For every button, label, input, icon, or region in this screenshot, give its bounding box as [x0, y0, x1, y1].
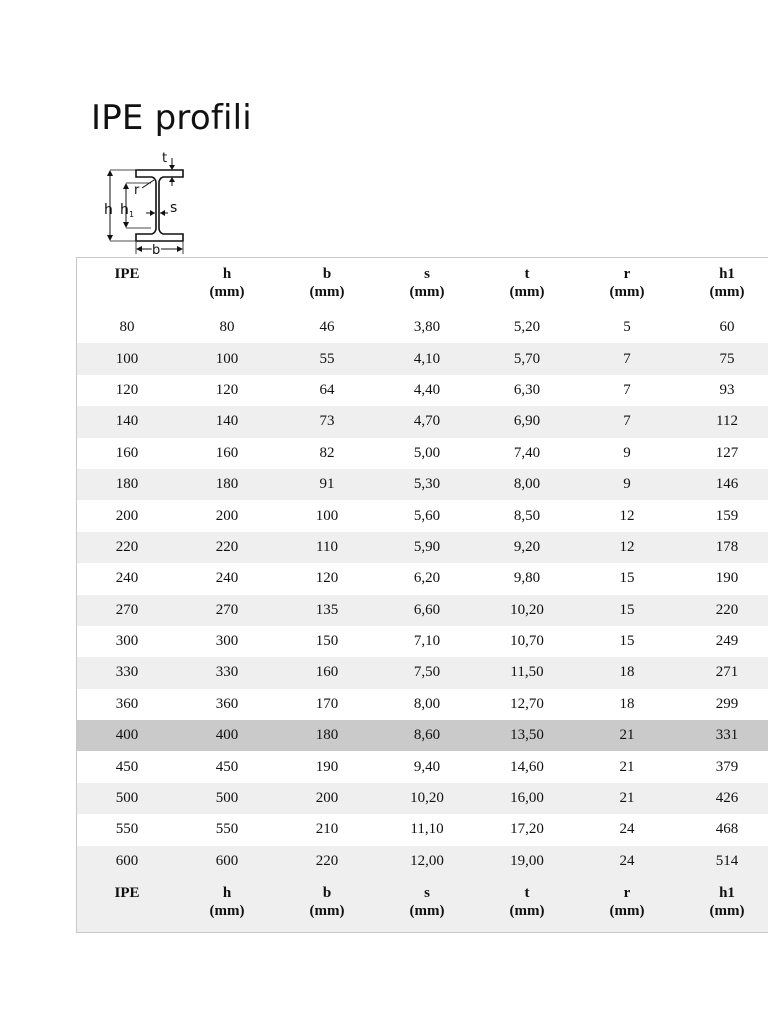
footer-header-b	[277, 877, 377, 932]
column-name: s	[424, 885, 430, 902]
header-s	[377, 258, 477, 312]
table-cell: 8,50	[477, 500, 577, 531]
table-row	[77, 626, 768, 657]
table-cell: 5,00	[377, 438, 477, 469]
table-cell: 5,60	[377, 500, 477, 531]
footer-header-r	[577, 877, 677, 932]
table-cell: 15	[577, 563, 677, 594]
table-cell: 93	[677, 375, 768, 406]
table-cell: 180	[77, 469, 177, 500]
table-row	[77, 689, 768, 720]
table-cell: 12,00	[377, 846, 477, 877]
table-cell: 9,20	[477, 532, 577, 563]
table-cell: 6,20	[377, 563, 477, 594]
table-cell: 180	[177, 469, 277, 500]
column-unit: (mm)	[609, 284, 645, 300]
table-cell: 7	[577, 375, 677, 406]
table-cell: 220	[177, 532, 277, 563]
table-cell: 46	[277, 312, 377, 343]
table-cell: 9,80	[477, 563, 577, 594]
table-row	[77, 751, 768, 782]
table-row	[77, 595, 768, 626]
footer-header-t	[477, 877, 577, 932]
table-cell: 190	[277, 751, 377, 782]
table-cell: 14,60	[477, 751, 577, 782]
table-cell: 135	[277, 595, 377, 626]
table-cell: 5,30	[377, 469, 477, 500]
table-cell: 91	[277, 469, 377, 500]
table-cell: 120	[177, 375, 277, 406]
table-cell: 10,70	[477, 626, 577, 657]
table-cell: 140	[177, 406, 277, 437]
table-cell: 9,40	[377, 751, 477, 782]
table-cell: 100	[77, 343, 177, 374]
table-cell: 270	[77, 595, 177, 626]
table-cell: 12	[577, 532, 677, 563]
column-unit: (mm)	[509, 903, 545, 920]
column-unit: (mm)	[209, 903, 245, 920]
table-cell: 24	[577, 846, 677, 877]
table-cell: 18	[577, 689, 677, 720]
column-unit: (mm)	[209, 284, 245, 300]
footer-header-s	[377, 877, 477, 932]
column-name: s	[424, 266, 430, 282]
table-cell: 21	[577, 720, 677, 751]
table-cell: 400	[77, 720, 177, 751]
table-cell: 120	[77, 375, 177, 406]
page-title: IPE profili	[91, 98, 252, 138]
table-cell: 9	[577, 438, 677, 469]
column-name: b	[322, 885, 332, 902]
column-unit: (mm)	[309, 903, 345, 920]
table-cell: 210	[277, 814, 377, 845]
table-cell: 159	[677, 500, 768, 531]
table-cell: 6,30	[477, 375, 577, 406]
table-cell: 15	[577, 595, 677, 626]
column-unit: (mm)	[509, 284, 545, 300]
header-h1	[677, 258, 768, 312]
table-cell: 5,90	[377, 532, 477, 563]
footer-header-h1	[677, 877, 768, 932]
column-name: h	[222, 885, 232, 902]
footer-header-ipe	[77, 877, 177, 932]
column-name: h1	[719, 266, 735, 282]
table-row	[77, 814, 768, 845]
table-row	[77, 720, 768, 751]
header-h	[177, 258, 277, 312]
table-cell: 19,00	[477, 846, 577, 877]
table-cell: 450	[177, 751, 277, 782]
table-cell: 24	[577, 814, 677, 845]
column-name: IPE	[114, 266, 140, 282]
table-cell: 100	[277, 500, 377, 531]
table-row	[77, 406, 768, 437]
table-cell: 6,90	[477, 406, 577, 437]
table-cell: 13,50	[477, 720, 577, 751]
table-cell: 220	[277, 846, 377, 877]
ipe-profile-table	[76, 257, 768, 933]
table-footer-header-row	[77, 877, 768, 932]
label-t: t	[162, 151, 168, 166]
table-cell: 21	[577, 751, 677, 782]
table-cell: 160	[277, 657, 377, 688]
table-cell: 271	[677, 657, 768, 688]
footer-header-h	[177, 877, 277, 932]
table-cell: 8,00	[377, 689, 477, 720]
table-cell: 110	[277, 532, 377, 563]
table-cell: 4,10	[377, 343, 477, 374]
table-cell: 178	[677, 532, 768, 563]
label-r: r	[134, 183, 140, 198]
table-cell: 360	[177, 689, 277, 720]
table-cell: 100	[177, 343, 277, 374]
table-cell: 160	[177, 438, 277, 469]
table-cell: 140	[77, 406, 177, 437]
table-cell: 550	[77, 814, 177, 845]
column-unit: (mm)	[409, 903, 445, 920]
table-cell: 170	[277, 689, 377, 720]
table-cell: 7,40	[477, 438, 577, 469]
table-cell: 9	[577, 469, 677, 500]
table-cell: 7,10	[377, 626, 477, 657]
table-cell: 150	[277, 626, 377, 657]
table-cell: 7,50	[377, 657, 477, 688]
table-cell: 17,20	[477, 814, 577, 845]
column-unit: (mm)	[609, 903, 645, 920]
table-cell: 249	[677, 626, 768, 657]
table-cell: 7	[577, 406, 677, 437]
table-row	[77, 343, 768, 374]
table-row	[77, 846, 768, 877]
header-r	[577, 258, 677, 312]
table-cell: 450	[77, 751, 177, 782]
table-cell: 64	[277, 375, 377, 406]
table-cell: 220	[77, 532, 177, 563]
table-cell: 240	[177, 563, 277, 594]
table-cell: 75	[677, 343, 768, 374]
table-cell: 5,70	[477, 343, 577, 374]
table-row	[77, 532, 768, 563]
table-row	[77, 438, 768, 469]
column-name: h	[222, 266, 232, 282]
label-h: h	[104, 202, 113, 218]
table-cell: 160	[77, 438, 177, 469]
table-cell: 11,50	[477, 657, 577, 688]
table-row	[77, 657, 768, 688]
column-name: b	[322, 266, 332, 282]
table-cell: 3,80	[377, 312, 477, 343]
table-cell: 8,60	[377, 720, 477, 751]
column-name: t	[524, 885, 530, 902]
column-name: r	[623, 266, 631, 282]
table-cell: 10,20	[477, 595, 577, 626]
table-cell: 10,20	[377, 783, 477, 814]
table-cell: 360	[77, 689, 177, 720]
table-cell: 514	[677, 846, 768, 877]
column-name: h1	[719, 885, 735, 902]
label-h1: h	[120, 202, 129, 218]
table-cell: 379	[677, 751, 768, 782]
table-cell: 21	[577, 783, 677, 814]
column-name: r	[623, 885, 631, 902]
table-cell: 330	[77, 657, 177, 688]
table-row	[77, 500, 768, 531]
table-cell: 7	[577, 343, 677, 374]
table-row	[77, 375, 768, 406]
table-cell: 15	[577, 626, 677, 657]
column-unit: (mm)	[309, 284, 345, 300]
table-cell: 331	[677, 720, 768, 751]
column-unit: (mm)	[709, 284, 745, 300]
table-cell: 468	[677, 814, 768, 845]
table-cell: 11,10	[377, 814, 477, 845]
table-cell: 500	[177, 783, 277, 814]
table-row	[77, 469, 768, 500]
table-cell: 18	[577, 657, 677, 688]
table-cell: 5	[577, 312, 677, 343]
label-s: s	[170, 200, 178, 216]
table-cell: 300	[77, 626, 177, 657]
table-cell: 240	[77, 563, 177, 594]
table-cell: 426	[677, 783, 768, 814]
table-row	[77, 312, 768, 343]
table-cell: 200	[277, 783, 377, 814]
table-body	[77, 312, 768, 877]
table-cell: 220	[677, 595, 768, 626]
table-cell: 500	[77, 783, 177, 814]
table-cell: 60	[677, 312, 768, 343]
table-cell: 400	[177, 720, 277, 751]
table-cell: 16,00	[477, 783, 577, 814]
table-cell: 112	[677, 406, 768, 437]
table-cell: 600	[177, 846, 277, 877]
table-cell: 120	[277, 563, 377, 594]
table-cell: 330	[177, 657, 277, 688]
table-cell: 200	[77, 500, 177, 531]
column-unit: (mm)	[409, 284, 445, 300]
table-cell: 550	[177, 814, 277, 845]
table-cell: 4,40	[377, 375, 477, 406]
label-b: b	[152, 243, 161, 254]
header-ipe	[77, 258, 177, 312]
table-cell: 80	[77, 312, 177, 343]
table-cell: 80	[177, 312, 277, 343]
table-cell: 190	[677, 563, 768, 594]
table-cell: 270	[177, 595, 277, 626]
table-cell: 5,20	[477, 312, 577, 343]
header-b	[277, 258, 377, 312]
table-cell: 12	[577, 500, 677, 531]
table-cell: 8,00	[477, 469, 577, 500]
table-cell: 6,60	[377, 595, 477, 626]
table-cell: 180	[277, 720, 377, 751]
column-unit: (mm)	[709, 903, 745, 920]
header-t	[477, 258, 577, 312]
label-h1-subscript: 1	[129, 210, 135, 219]
ipe-profile-diagram-icon	[96, 150, 188, 254]
table-cell: 200	[177, 500, 277, 531]
table-cell: 55	[277, 343, 377, 374]
table-row	[77, 563, 768, 594]
column-name: IPE	[114, 885, 140, 902]
table-cell: 127	[677, 438, 768, 469]
table-cell: 146	[677, 469, 768, 500]
table-header-row	[77, 258, 768, 312]
table-cell: 82	[277, 438, 377, 469]
table-cell: 12,70	[477, 689, 577, 720]
table-row	[77, 783, 768, 814]
table-cell: 4,70	[377, 406, 477, 437]
column-name: t	[524, 266, 530, 282]
table-cell: 73	[277, 406, 377, 437]
table-cell: 600	[77, 846, 177, 877]
table-cell: 300	[177, 626, 277, 657]
table-cell: 299	[677, 689, 768, 720]
